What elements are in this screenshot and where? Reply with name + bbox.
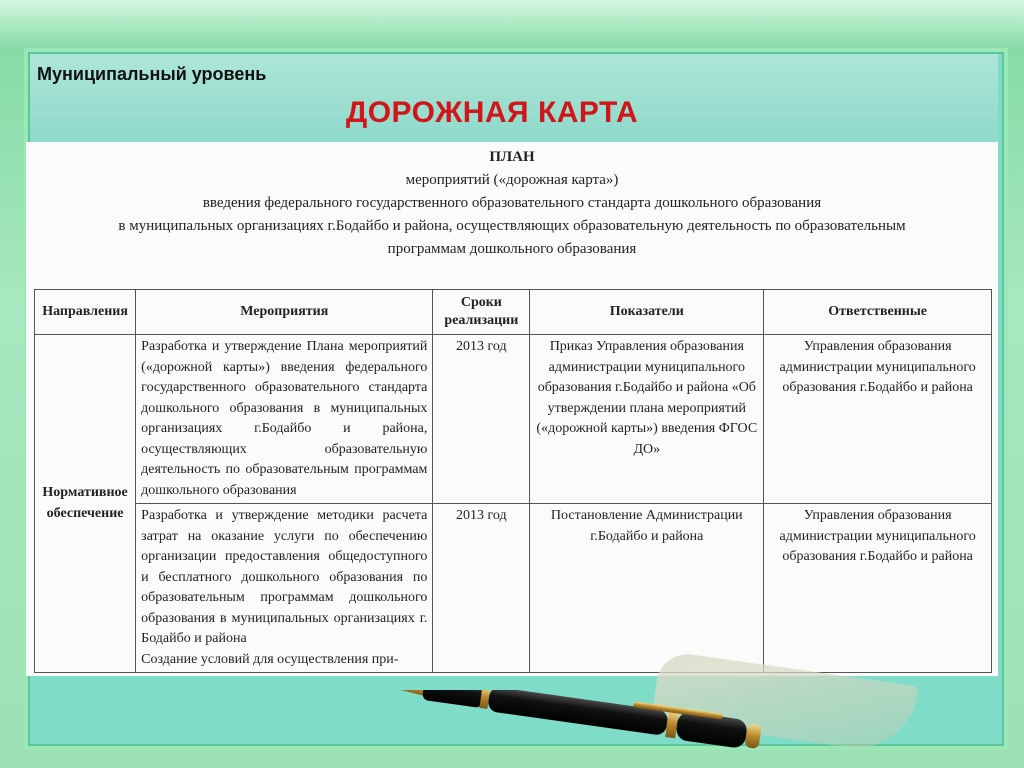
column-header: Ответственные xyxy=(764,290,992,335)
fountain-pen-icon xyxy=(380,690,780,765)
document-scan xyxy=(26,142,998,676)
roadmap-title: ДОРОЖНАЯ КАРТА xyxy=(345,96,639,129)
document-heading-line: введения федерального государственного образовательного стандарта дошкольного образования xyxy=(202,195,822,211)
indicator-cell: Постановление Администрации г.Бодайбо и района xyxy=(530,504,764,673)
table-header-row xyxy=(35,290,992,335)
table-row xyxy=(35,504,992,673)
document-heading-line: мероприятий («дорожная карта») xyxy=(405,172,619,188)
document-heading-line: программам дошкольного образования xyxy=(387,241,637,257)
column-header: Показатели xyxy=(530,290,764,335)
table-row xyxy=(35,335,992,504)
activity-text: Разработка и утверждение методики расчета затрат на оказание услуги по обеспечению организации предоставления общедоступного и бесплатного дошкольного образования по образовательным программам дошкольного образования в муниципальных организациях г. Бодайбо и района xyxy=(141,508,428,646)
column-header: Направления xyxy=(35,290,136,335)
activity-text-continued: Создание условий для осуществления при- xyxy=(141,651,399,667)
roadmap-table xyxy=(34,289,992,673)
background-glow xyxy=(0,0,1024,50)
column-header: Мероприятия xyxy=(136,290,433,335)
document-heading xyxy=(26,146,998,261)
column-header: Сроки реализации xyxy=(433,290,530,335)
term-cell: 2013 год xyxy=(433,335,530,504)
responsible-cell: Управления образования администрации муниципального образования г.Бодайбо и района xyxy=(764,504,992,673)
indicator-cell: Приказ Управления образования администрации муниципального образования г.Бодайбо и района «Об утверждении плана мероприятий («дорожной карты») введения ФГОС ДО» xyxy=(530,335,764,504)
activity-cell xyxy=(136,504,433,673)
responsible-cell: Управления образования администрации муниципального образования г.Бодайбо и района xyxy=(764,335,992,504)
document-heading-line: в муниципальных организациях г.Бодайбо и района, осуществляющих образовательную деятельность по образовательным xyxy=(118,218,906,234)
term-cell: 2013 год xyxy=(433,504,530,673)
direction-cell: Нормативное обеспечение xyxy=(35,335,136,673)
activity-cell: Разработка и утверждение Плана мероприятий («дорожной карты») введения федерального государственного образовательного стандарта дошкольного образования в муниципальных организациях г.Бодайбо и района, осуществляющих образовательную деятельность по образовательным программам дошкольного образования xyxy=(136,335,433,504)
document-heading-line: ПЛАН xyxy=(489,149,535,165)
level-title: Муниципальный уровень xyxy=(37,64,267,84)
